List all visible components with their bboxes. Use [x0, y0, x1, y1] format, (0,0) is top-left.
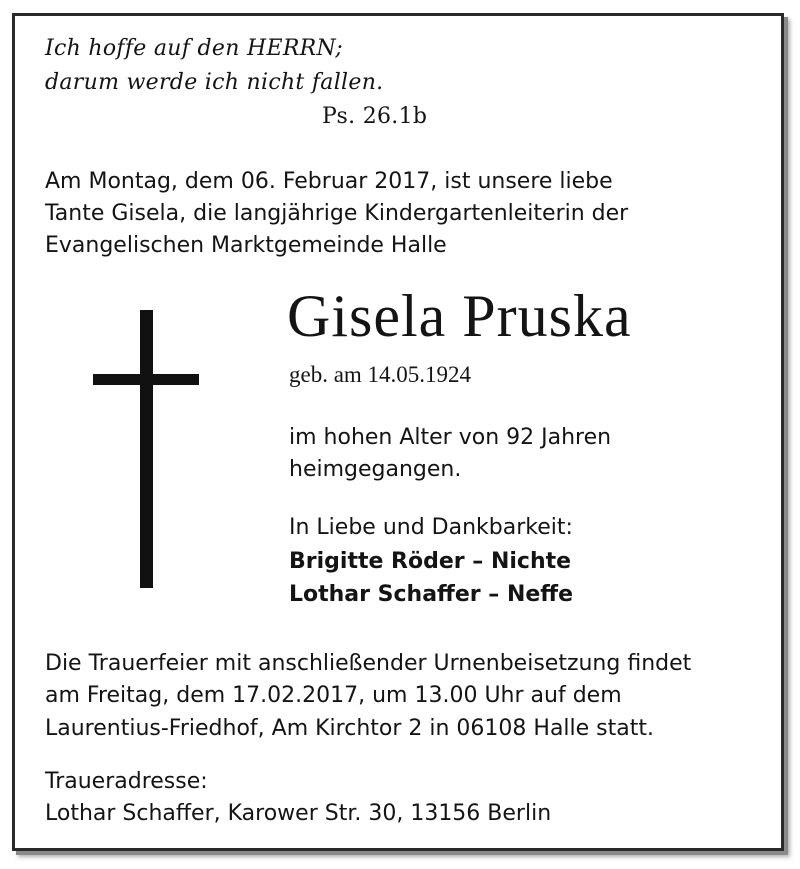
deceased-name: Gisela Pruska — [287, 283, 632, 349]
address-label: Traueradresse: — [45, 769, 208, 794]
verse-reference: Ps. 26.1b — [322, 104, 428, 129]
mourner-1: Brigitte Röder – Nichte — [289, 549, 572, 574]
intro-line-1: Am Montag, dem 06. Februar 2017, ist unsere liebe — [45, 169, 613, 194]
intro-line-2: Tante Gisela, die langjährige Kindergartenleiterin der — [45, 201, 629, 226]
intro-line-3: Evangelischen Marktgemeinde Halle — [45, 233, 447, 258]
verse-line-2: darum werde ich nicht fallen. — [45, 70, 384, 95]
age-line-2: heimgegangen. — [289, 457, 462, 482]
funeral-line-2: am Freitag, dem 17.02.2017, um 13.00 Uhr auf dem — [45, 683, 622, 708]
mourner-2: Lothar Schaffer – Neffe — [289, 582, 574, 607]
funeral-line-3: Laurentius-Friedhof, Am Kirchtor 2 in 06108 Halle statt. — [45, 716, 654, 741]
mourners-heading: In Liebe und Dankbarkeit: — [289, 515, 573, 540]
birth-date: geb. am 14.05.1924 — [289, 362, 472, 387]
funeral-line-1: Die Trauerfeier mit anschließender Urnenbeisetzung findet — [45, 651, 692, 676]
verse-line-1: Ich hoffe auf den HERRN; — [45, 36, 344, 61]
age-line-1: im hohen Alter von 92 Jahren — [289, 425, 612, 450]
address-value: Lothar Schaffer, Karower Str. 30, 13156 Berlin — [45, 801, 552, 826]
